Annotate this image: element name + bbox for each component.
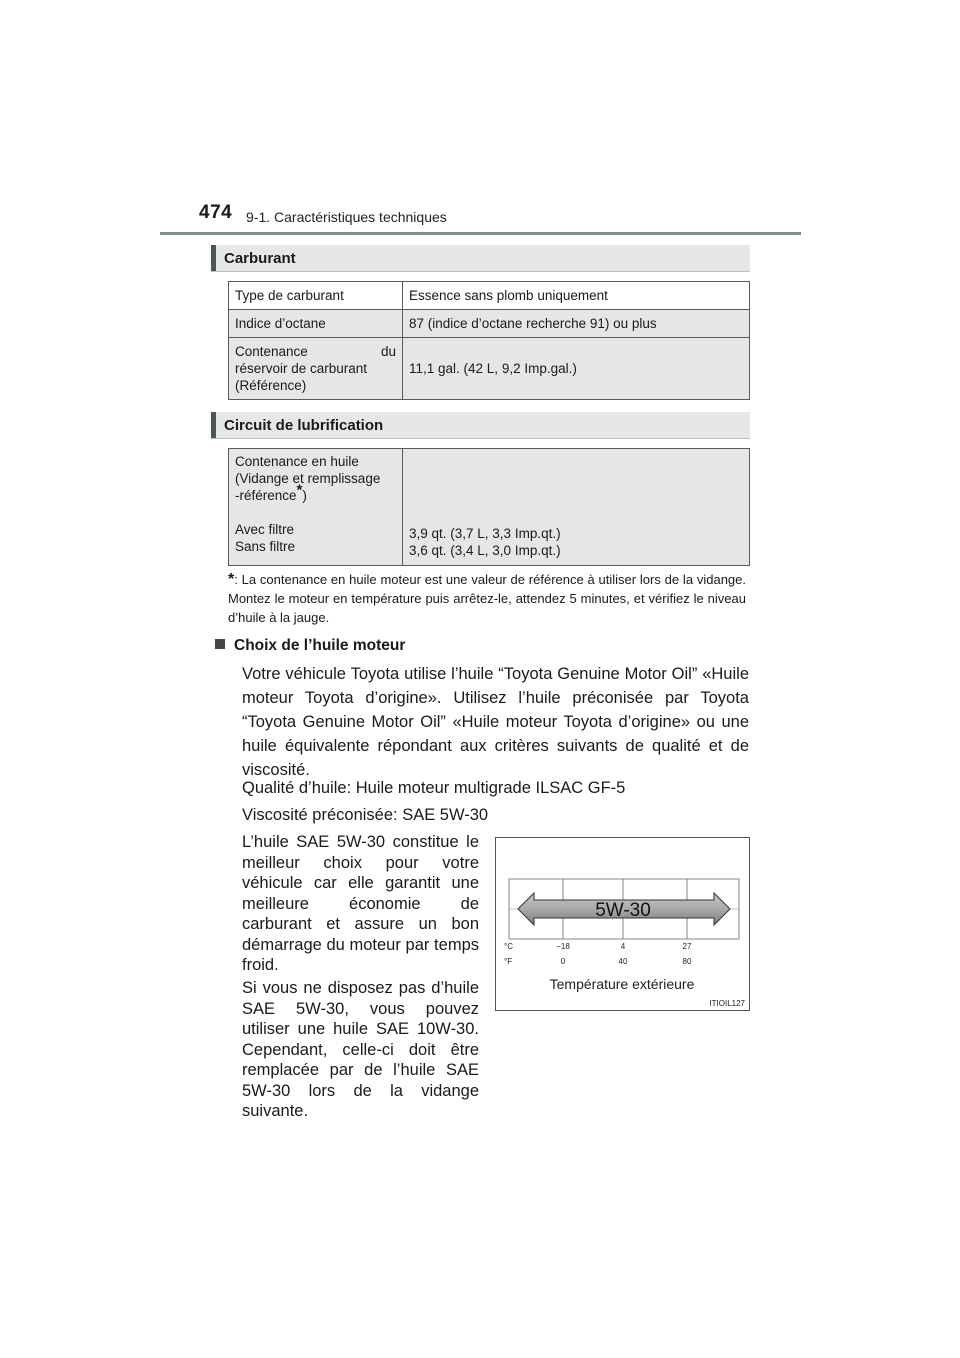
footnote — [228, 570, 746, 627]
header-rule — [160, 232, 801, 235]
section-title: Circuit de lubrification — [224, 417, 384, 434]
oil-capacity-label-line — [235, 481, 396, 504]
oil-quality: Qualité d’huile: Huile moteur multigrade ILSAC GF-5 — [242, 779, 626, 797]
oil-capacity-label — [229, 449, 403, 566]
octane-label: Indice d’octane — [229, 310, 403, 338]
oil-choice-paragraph: Votre véhicule Toyota utilise l’huile “Toyota Genuine Motor Oil” «Huile moteur Toyota d’origine». Utilisez l’huile préconisée par Toyota “Toyota Genuine Motor Oil” «Huile moteur Toyota d’origine» ou une huile équivalente répondant aux critères suivants de qualité et de viscosité. — [242, 665, 749, 779]
tank-capacity-label-line: Contenance du — [235, 344, 396, 359]
celsius-tick: 27 — [682, 942, 692, 951]
footnote-text: : La contenance en huile moteur est une valeur de référence à utiliser lors de la vidange. Montez le moteur en température puis arrêtez-le, attendez 5 minutes, et vérifiez le niveau d’huile à la jauge. — [228, 572, 746, 625]
oil-capacity-table — [228, 448, 750, 566]
table-row — [229, 310, 750, 338]
celsius-unit: °C — [504, 942, 513, 951]
tank-capacity-label-line: (Référence) — [235, 378, 307, 393]
tank-capacity-label — [229, 338, 403, 400]
tank-capacity-value: 11,1 gal. (42 L, 9,2 Imp.gal.) — [403, 338, 750, 400]
celsius-tick: −18 — [556, 942, 570, 951]
section-header-fuel — [211, 245, 750, 272]
celsius-tick: 4 — [620, 942, 626, 951]
grade-label: 5W-30 — [595, 900, 651, 921]
square-bullet-icon — [215, 639, 225, 649]
fuel-type-value: Essence sans plomb uniquement — [403, 282, 750, 310]
oil-viscosity: Viscosité préconisée: SAE 5W-30 — [242, 806, 489, 824]
table-row — [229, 282, 750, 310]
oil-note-1: L’huile SAE 5W-30 constitue le meilleur choix pour votre véhicule car elle garantit une meilleure économie de carburant et assure un bon démarrage du moteur par temps froid. — [242, 833, 479, 974]
section-title: Carburant — [224, 250, 296, 267]
footnote-marker: * — [296, 481, 303, 499]
label-text: -référence — [235, 488, 297, 503]
chapter-title: 9-1. Caractéristiques techniques — [246, 209, 447, 225]
label-text: ) — [302, 488, 307, 503]
fuel-type-label: Type de carburant — [229, 282, 403, 310]
fuel-table — [228, 281, 750, 400]
without-filter-value: 3,6 qt. (3,4 L, 3,0 Imp.qt.) — [409, 543, 561, 558]
oil-capacity-values — [403, 449, 750, 566]
heading-text: Choix de l’huile moteur — [234, 637, 406, 654]
oil-capacity-label-line: (Vidange et remplissage — [235, 471, 381, 486]
octane-value: 87 (indice d’octane recherche 91) ou plus — [403, 310, 750, 338]
footnote-star: * — [228, 571, 235, 588]
section-header-lubrication — [211, 412, 750, 439]
section-bar — [211, 412, 216, 438]
with-filter-label: Avec filtre — [235, 522, 295, 537]
with-filter-value: 3,9 qt. (3,7 L, 3,3 Imp.qt.) — [409, 526, 561, 541]
page-number: 474 — [199, 202, 233, 223]
tank-capacity-label-line: réservoir de carburant — [235, 361, 368, 376]
fahrenheit-tick: 40 — [618, 957, 628, 966]
fahrenheit-unit: °F — [504, 957, 513, 966]
table-row — [229, 338, 750, 400]
figure-code: ITIOIL127 — [709, 999, 745, 1008]
table-row — [229, 449, 750, 566]
figure-caption: Température extérieure — [549, 976, 695, 992]
without-filter-label: Sans filtre — [235, 539, 296, 554]
section-bar — [211, 245, 216, 271]
viscosity-figure — [495, 837, 750, 1011]
oil-capacity-label-line: Contenance en huile — [235, 454, 359, 469]
oil-note-2: Si vous ne disposez pas d’huile SAE 5W-30, vous pouvez utiliser une huile SAE 10W-30. Cependant, celle-ci doit être remplacée par de l’huile SAE 5W-30 lors de la vidange suivante. — [242, 979, 479, 1120]
spacer — [235, 504, 396, 521]
fahrenheit-tick: 0 — [560, 957, 566, 966]
viscosity-chart — [496, 838, 749, 1010]
fahrenheit-tick: 80 — [682, 957, 692, 966]
oil-choice-heading — [215, 637, 405, 655]
